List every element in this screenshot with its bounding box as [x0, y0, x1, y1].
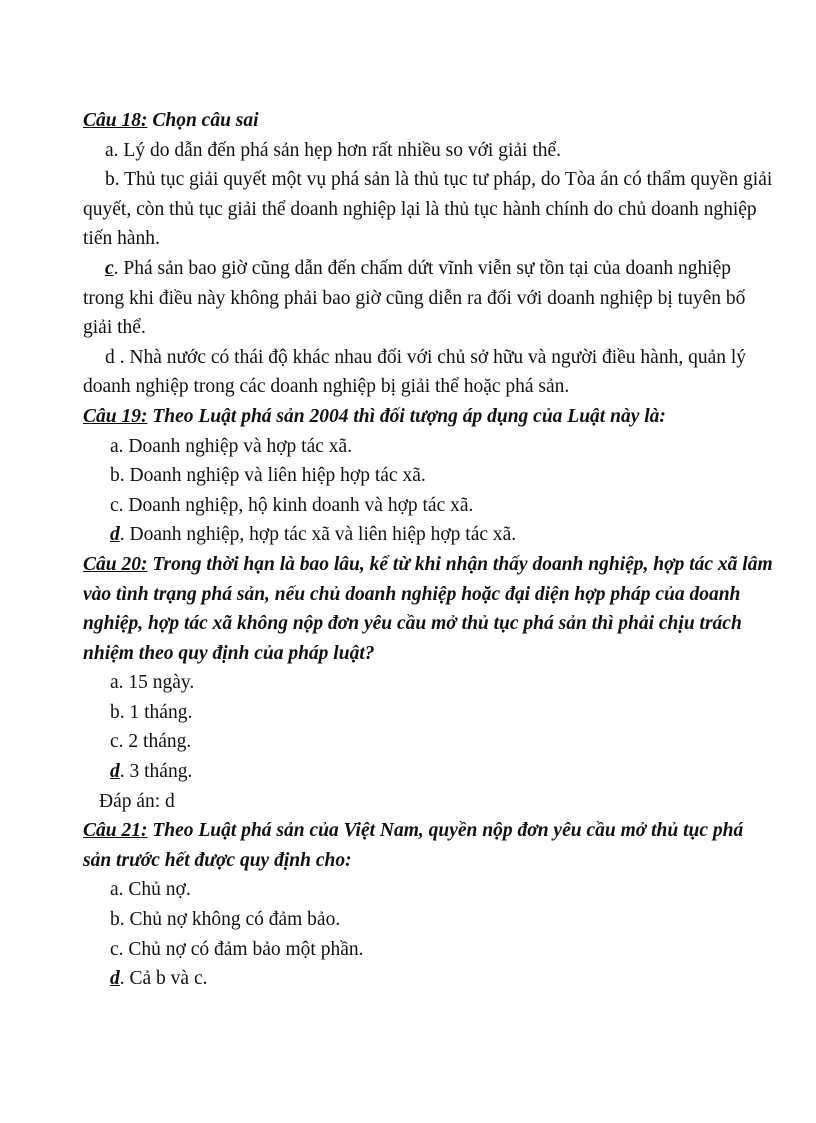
question-21-option-b: b. Chủ nợ không có đảm bảo. — [110, 909, 341, 931]
question-19-option-a: a. Doanh nghiệp và hợp tác xã. — [110, 435, 353, 457]
question-18-option-d: d . Nhà nước có thái độ khác nhau đối với chủ sở hữu và người điều hành, quản lý doanh nghiệp trong các doanh nghiệp bị giải thể hoặc phá sản. — [83, 346, 747, 398]
question-21-option-d-text: . Cả b và c. — [119, 968, 208, 990]
question-20-option-d-text: . 3 tháng. — [119, 761, 193, 783]
question-21-option-c: c. Chủ nợ có đảm bảo một phần. — [110, 938, 364, 960]
question-19-label: Câu 19: — [83, 405, 148, 427]
question-20-text: Trong thời hạn là bao lâu, kể từ khi nhận thấy doanh nghiệp, hợp tác xã lâm vào tình trạng phá sản, nếu chủ doanh nghiệp hoặc đại diện hợp pháp của doanh nghiệp, hợp tác xã không nộp đơn yêu cầu mở thủ tục phá sản thì phải chịu trách nhiệm theo quy định của pháp luật? — [83, 553, 773, 664]
question-20-option-c: c. 2 tháng. — [110, 731, 192, 753]
question-21-option-a: a. Chủ nợ. — [110, 879, 191, 901]
question-18-option-a: a. Lý do dẫn đến phá sản hẹp hơn rất nhiều so với giải thể. — [105, 139, 562, 161]
question-20-answer-letter: d — [110, 761, 120, 783]
question-18-title — [83, 106, 773, 136]
document-page — [83, 106, 773, 994]
question-19-title — [83, 402, 773, 432]
question-19-text: Theo Luật phá sản 2004 thì đối tượng áp dụng của Luật này là: — [147, 405, 666, 427]
question-19-answer-letter: d — [110, 524, 120, 546]
question-19-option-d — [83, 520, 773, 550]
question-18-answer-letter: c — [105, 257, 114, 279]
question-21-text: Theo Luật phá sản của Việt Nam, quyền nộp đơn yêu cầu mở thủ tục phá sản trước hết được quy định cho: — [83, 820, 744, 871]
question-19-option-d-text: . Doanh nghiệp, hợp tác xã và liên hiệp hợp tác xã. — [119, 524, 517, 546]
question-21-answer-letter: d — [110, 968, 120, 990]
question-20-answer-note: Đáp án: d — [99, 790, 175, 812]
question-21-label: Câu 21: — [83, 820, 148, 842]
question-20-option-d — [83, 757, 773, 787]
question-20-title — [83, 550, 773, 668]
question-20-label: Câu 20: — [83, 553, 148, 575]
question-20-option-a: a. 15 ngày. — [110, 672, 195, 694]
question-18-option-b: b. Thủ tục giải quyết một vụ phá sản là thủ tục tư pháp, do Tòa án có thẩm quyền giải quyết, còn thủ tục giải thể doanh nghiệp lại là thủ tục hành chính do chủ doanh nghiệp tiến hành. — [83, 169, 773, 250]
question-21-option-d — [83, 964, 773, 994]
question-19-option-b: b. Doanh nghiệp và liên hiệp hợp tác xã. — [110, 465, 426, 487]
question-20-option-b: b. 1 tháng. — [110, 701, 193, 723]
question-18-option-c — [83, 254, 773, 343]
question-18-option-c-text: . Phá sản bao giờ cũng dẫn đến chấm dứt vĩnh viễn sự tồn tại của doanh nghiệp trong khi điều này không phải bao giờ cũng diễn ra đối với doanh nghiệp bị tuyên bố giải thể. — [83, 257, 746, 339]
question-18-label: Câu 18: — [83, 110, 148, 131]
question-21-title — [83, 816, 773, 875]
question-19-option-c: c. Doanh nghiệp, hộ kinh doanh và hợp tác xã. — [110, 494, 474, 516]
question-18-text: Chọn câu sai — [147, 110, 259, 131]
